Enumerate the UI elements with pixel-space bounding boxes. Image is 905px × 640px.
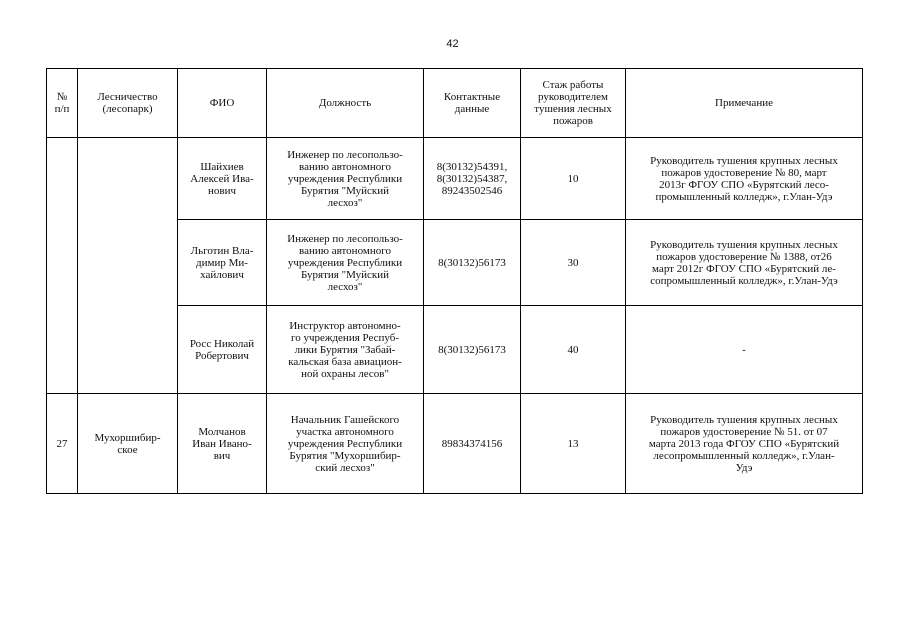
fio-cell: Росс Николай Робертович bbox=[178, 306, 267, 394]
header-experience: Стаж работы руководителем тушения лесных пожаров bbox=[521, 69, 626, 138]
experience-cell: 13 bbox=[521, 394, 626, 494]
header-number: № п/п bbox=[47, 69, 78, 138]
fio-cell: Шайхиев Алексей Ива- нович bbox=[178, 138, 267, 220]
header-note: Примечание bbox=[626, 69, 863, 138]
note-cell: - bbox=[626, 306, 863, 394]
header-position: Должность bbox=[267, 69, 424, 138]
contacts-cell: 8(30132)54391, 8(30132)54387, 89243502546 bbox=[424, 138, 521, 220]
table-row bbox=[47, 138, 863, 220]
fio-cell: Молчанов Иван Ивано- вич bbox=[178, 394, 267, 494]
experience-cell: 40 bbox=[521, 306, 626, 394]
note-cell: Руководитель тушения крупных лесных пожаров удостоверение № 1388, от26 март 2012г ФГОУ СПО «Бурятский ле- сопромышленный колледж», г.Улан-Удэ bbox=[626, 220, 863, 306]
row-number-cell: 27 bbox=[47, 394, 78, 494]
row-number-cell bbox=[47, 138, 78, 394]
contacts-cell: 89834374156 bbox=[424, 394, 521, 494]
note-cell: Руководитель тушения крупных лесных пожаров удостоверение № 80, март 2013г ФГОУ СПО «Бурятский лесо- промышленный колледж», г.Улан-Удэ bbox=[626, 138, 863, 220]
page-number: 42 bbox=[446, 38, 459, 50]
header-fio: ФИО bbox=[178, 69, 267, 138]
header-forestry: Лесничество (лесопарк) bbox=[78, 69, 178, 138]
experience-cell: 10 bbox=[521, 138, 626, 220]
forestry-cell bbox=[78, 138, 178, 394]
position-cell: Инженер по лесопользо- ванию автономного учреждения Республики Бурятия "Муйский лесхоз" bbox=[267, 220, 424, 306]
forestry-cell: Мухоршибир- ское bbox=[78, 394, 178, 494]
table-header-row bbox=[47, 69, 863, 138]
forest-fire-managers-table bbox=[46, 68, 863, 494]
header-contacts: Контактные данные bbox=[424, 69, 521, 138]
position-cell: Начальник Гашейского участка автономного учреждения Республики Бурятия "Мухоршибир- ский лесхоз" bbox=[267, 394, 424, 494]
experience-cell: 30 bbox=[521, 220, 626, 306]
table-row bbox=[47, 394, 863, 494]
contacts-cell: 8(30132)56173 bbox=[424, 220, 521, 306]
fio-cell: Льготин Вла- димир Ми- хайлович bbox=[178, 220, 267, 306]
contacts-cell: 8(30132)56173 bbox=[424, 306, 521, 394]
position-cell: Инженер по лесопользо- ванию автономного учреждения Республики Бурятия "Муйский лесхоз" bbox=[267, 138, 424, 220]
position-cell: Инструктор автономно- го учреждения Респуб- лики Бурятия "Забай- кальская база авиацион- ной охраны лесов" bbox=[267, 306, 424, 394]
note-cell: Руководитель тушения крупных лесных пожаров удостоверение № 51. от 07 марта 2013 года ФГОУ СПО «Бурятский лесопромышленный колледж», г.Улан- Удэ bbox=[626, 394, 863, 494]
